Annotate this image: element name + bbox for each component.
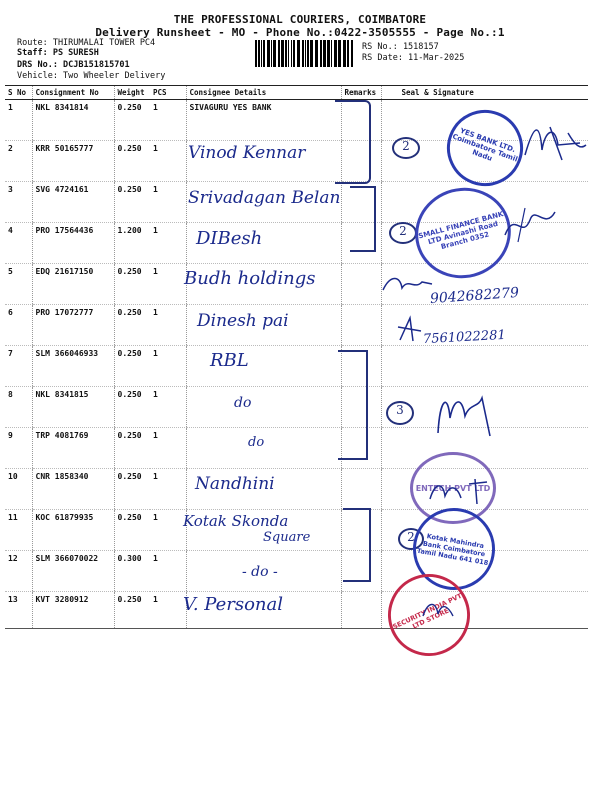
handwritten-name-row11: Kotak Skonda [183, 512, 289, 530]
barcode-bar [297, 40, 300, 67]
handwritten-ditto-row9: do [248, 435, 265, 450]
table-row [5, 387, 588, 428]
barcode-bar [338, 40, 341, 67]
signature-row5 [380, 270, 435, 300]
table-row [5, 592, 588, 629]
row-consignment-no: CNR 1858340 [32, 469, 114, 510]
row-weight: 0.250 [114, 141, 150, 182]
row-pcs: 1 [150, 510, 186, 551]
rs-number: RS No.: 1518157 [362, 42, 439, 52]
group-bracket-4 [343, 508, 371, 582]
row-consignment-no: KRR 50165777 [32, 141, 114, 182]
row-consignment-no: NKL 8341814 [32, 100, 114, 141]
count-circle-1: 2 [392, 137, 420, 159]
security-stamp-text: SECURITY INDIA PVT LTD STORE [391, 591, 464, 631]
row-pcs: 1 [150, 305, 186, 346]
signature-row3 [500, 200, 560, 250]
row-consignment-no: SLM 366070022 [32, 551, 114, 592]
row-pcs: 1 [150, 100, 186, 141]
row-weight: 0.250 [114, 387, 150, 428]
row-consignment-no: SLM 366046933 [32, 346, 114, 387]
handwritten-name-row5: Budh holdings [184, 268, 316, 289]
signature-row6 [395, 315, 425, 345]
barcode-bar [320, 40, 322, 67]
handwritten-ditto-row12: - do - [242, 564, 278, 580]
barcode-bar [331, 40, 332, 67]
handwritten-name-row13: V. Personal [183, 594, 284, 615]
barcode-bar [293, 40, 295, 67]
barcode-bar [288, 40, 289, 67]
row-pcs: 1 [150, 592, 186, 629]
row-pcs: 1 [150, 182, 186, 223]
row-sno: 10 [5, 469, 32, 510]
row-pcs: 1 [150, 551, 186, 592]
row-remarks [341, 264, 381, 305]
col-consignee: Consignee Details [186, 86, 341, 100]
barcode-bar [255, 40, 257, 67]
row-pcs: 1 [150, 264, 186, 305]
row-sno: 12 [5, 551, 32, 592]
handwritten-phone-2: 7561022281 [422, 327, 507, 348]
handwritten-name-row6: Dinesh pai [197, 311, 289, 331]
barcode [255, 40, 355, 67]
barcode-bar [271, 40, 272, 67]
row-weight: 0.250 [114, 264, 150, 305]
col-consignment: Consignment No [32, 86, 114, 100]
signature-row8 [430, 388, 500, 443]
col-sno: S No [5, 86, 32, 100]
barcode-bar [307, 40, 309, 67]
row-pcs: 1 [150, 428, 186, 469]
handwritten-ditto-row8: do [234, 395, 252, 411]
row-consignee: SIVAGURU YES BANK [186, 100, 341, 141]
row-sno: 3 [5, 182, 32, 223]
handwritten-name-row2: Vinod Kennar [188, 143, 306, 163]
entech-stamp-text: ENTECH PVT LTD [415, 483, 491, 493]
row-consignment-no: KOC 61879935 [32, 510, 114, 551]
row-pcs: 1 [150, 141, 186, 182]
group-bracket-2 [350, 186, 376, 252]
group-bracket-3 [338, 350, 368, 460]
row-consignment-no: NKL 8341815 [32, 387, 114, 428]
col-weight: Weight [114, 86, 150, 100]
row-sno: 8 [5, 387, 32, 428]
row-remarks [341, 469, 381, 510]
barcode-bar [305, 40, 306, 67]
barcode-bar [343, 40, 346, 67]
company-title: THE PROFESSIONAL COURIERS, COIMBATORE [173, 13, 427, 26]
row-sno: 2 [5, 141, 32, 182]
col-pcs: PCS [150, 86, 186, 100]
row-seal-signature [381, 346, 588, 387]
row-sno: 13 [5, 592, 32, 629]
barcode-bar [261, 40, 262, 67]
row-weight: 0.300 [114, 551, 150, 592]
barcode-bar [273, 40, 276, 67]
row-consignment-no: TRP 4081769 [32, 428, 114, 469]
group-bracket-1 [335, 100, 371, 184]
kotak-stamp-text: Kotak Mahindra Bank Coimbatore Tamil Nadu 641 018 [416, 532, 489, 568]
row-sno: 5 [5, 264, 32, 305]
table-header-row [5, 86, 588, 100]
barcode-bar [267, 40, 270, 67]
barcode-bar [310, 40, 313, 67]
row-weight: 0.250 [114, 182, 150, 223]
row-sno: 7 [5, 346, 32, 387]
barcode-bar [281, 40, 284, 67]
col-remarks: Remarks [341, 86, 381, 100]
barcode-bar [323, 40, 326, 67]
row-weight: 0.250 [114, 428, 150, 469]
row-sno: 9 [5, 428, 32, 469]
handwritten-name-row3: Srivadagan Belan [188, 188, 341, 208]
staff-label: Staff: PS SURESH [17, 48, 99, 58]
row-sno: 4 [5, 223, 32, 264]
row-remarks [341, 305, 381, 346]
drs-number: DRS No.: DCJB151815701 [17, 60, 130, 70]
row-weight: 0.250 [114, 100, 150, 141]
row-sno: 6 [5, 305, 32, 346]
row-weight: 0.250 [114, 592, 150, 629]
vehicle-label: Vehicle: Two Wheeler Delivery [17, 71, 166, 81]
row-weight: 0.250 [114, 305, 150, 346]
barcode-bar [315, 40, 318, 67]
handwritten-phone-1: 9042682279 [429, 284, 520, 308]
table-row [5, 346, 588, 387]
row-weight: 1.200 [114, 223, 150, 264]
row-pcs: 1 [150, 346, 186, 387]
row-weight: 0.250 [114, 510, 150, 551]
table-row [5, 551, 588, 592]
col-seal-signature: Seal & Signature [381, 86, 588, 100]
runsheet-subtitle: Delivery Runsheet - MO - Phone No.:0422-3505555 - Page No.:1 [95, 26, 505, 39]
count-circle-4: 2 [398, 528, 424, 550]
route-label: Route: THIRUMALAI TOWER PC4 [17, 38, 156, 48]
signature-row13 [418, 596, 458, 626]
barcode-bar [258, 40, 260, 67]
small-finance-stamp-text: SMALL FINANCE BANK LTD Avinashi Road Branch 0352 [417, 210, 505, 252]
barcode-bar [263, 40, 265, 67]
table-row [5, 428, 588, 469]
row-consignment-no: SVG 4724161 [32, 182, 114, 223]
row-consignment-no: PRO 17072777 [32, 305, 114, 346]
row-consignee [186, 387, 341, 428]
barcode-bar [302, 40, 304, 67]
count-circle-2: 2 [389, 222, 417, 244]
barcode-bar [285, 40, 287, 67]
barcode-bar [347, 40, 349, 67]
row-sno: 11 [5, 510, 32, 551]
row-weight: 0.250 [114, 469, 150, 510]
row-consignment-no: PRO 17564436 [32, 223, 114, 264]
rs-date: RS Date: 11-Mar-2025 [362, 53, 465, 63]
row-pcs: 1 [150, 469, 186, 510]
barcode-bar [278, 40, 280, 67]
barcode-bar [291, 40, 292, 67]
signature-row2 [520, 115, 590, 170]
row-consignment-no: EDQ 21617150 [32, 264, 114, 305]
signature-row10 [425, 474, 505, 509]
count-circle-3: 3 [386, 401, 414, 425]
row-pcs: 1 [150, 387, 186, 428]
handwritten-name-row10: Nandhini [195, 474, 275, 494]
barcode-bar [327, 40, 330, 67]
yes-bank-stamp-text: YES BANK LTD. Coimbatore Tamil Nadu [451, 126, 519, 164]
row-remarks [341, 592, 381, 629]
barcode-bar [351, 40, 353, 67]
handwritten-name-row11-line2: Square [263, 530, 311, 545]
row-sno: 1 [5, 100, 32, 141]
handwritten-name-row7: RBL [210, 350, 249, 371]
row-consignment-no: KVT 3280912 [32, 592, 114, 629]
row-pcs: 1 [150, 223, 186, 264]
barcode-bar [334, 40, 337, 67]
handwritten-name-row4: DIBesh [196, 228, 263, 249]
row-weight: 0.250 [114, 346, 150, 387]
